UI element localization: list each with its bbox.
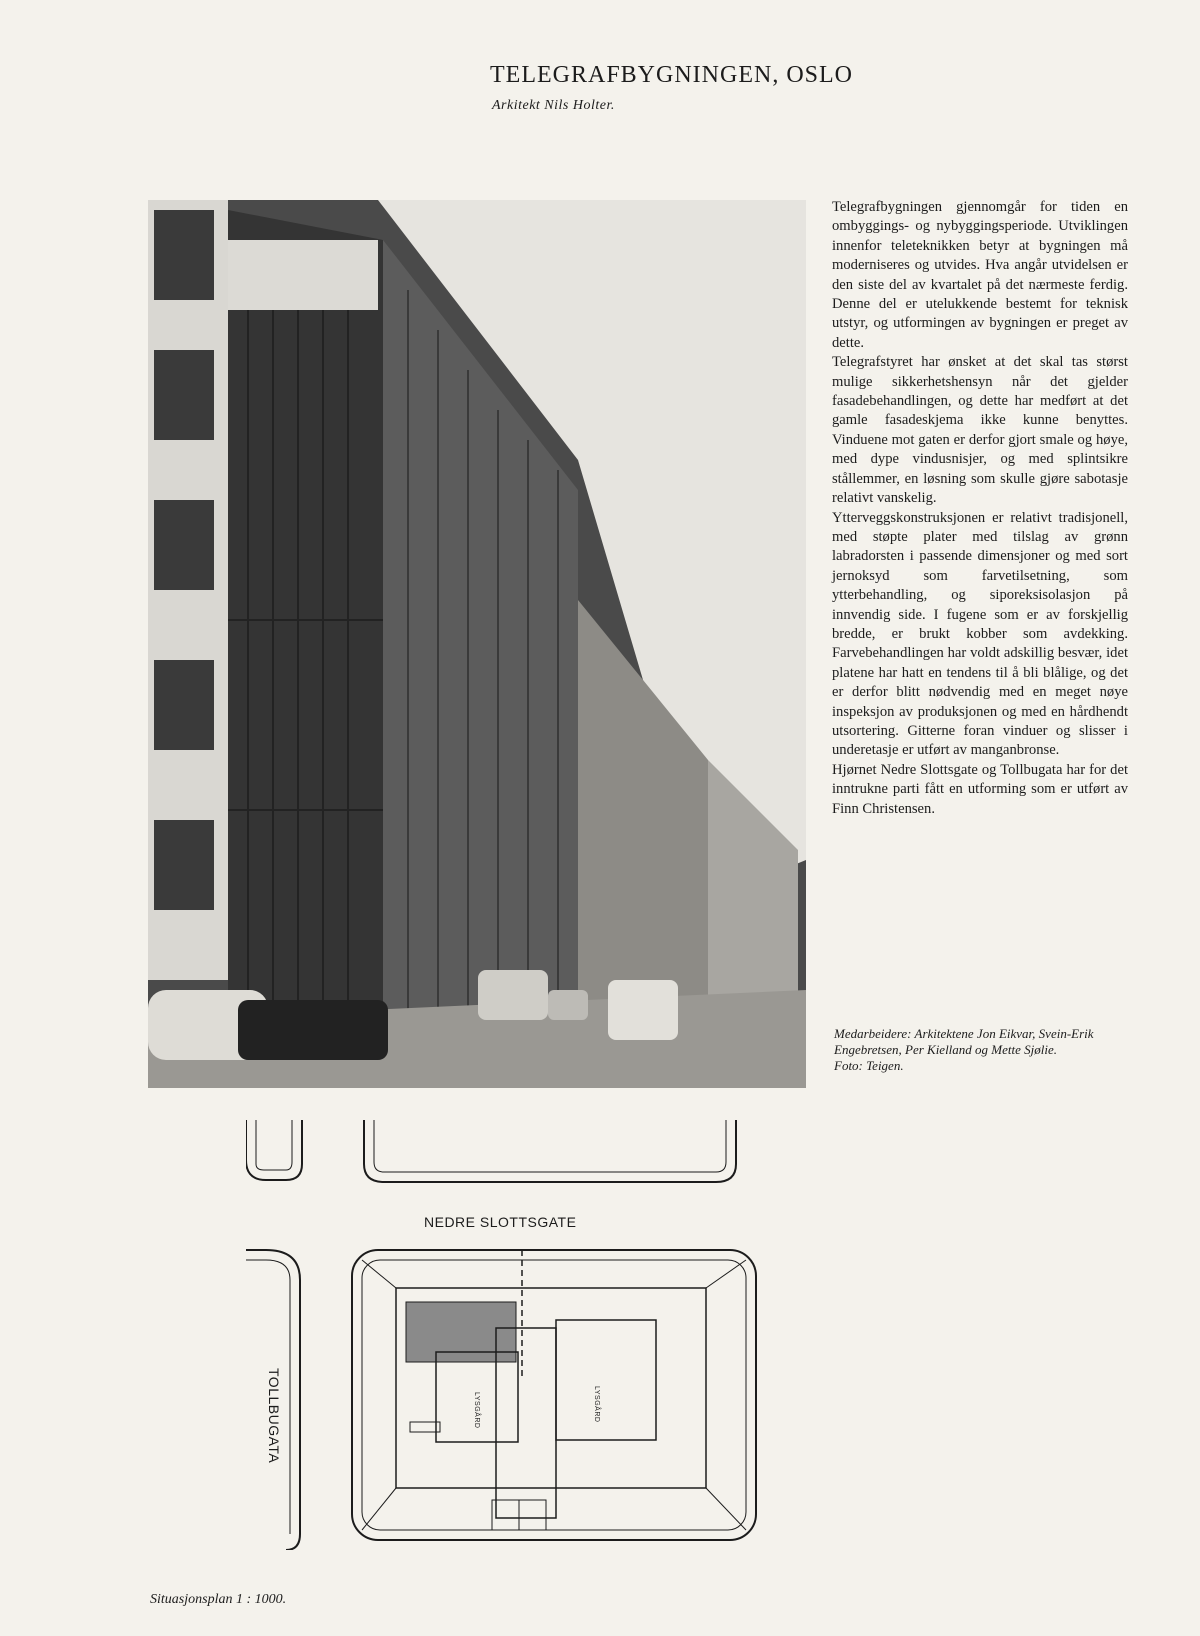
street-label-nedre-slottsgate: NEDRE SLOTTSGATE <box>424 1214 577 1230</box>
building-photo <box>148 200 806 1088</box>
collaborators-credit: Medarbeidere: Arkitektene Jon Eikvar, Svein-Erik Engebretsen, Per Kielland og Mette Sjølie. <box>834 1026 1094 1057</box>
architect-credit: Arkitekt Nils Holter. <box>492 98 615 113</box>
article-title: TELEGRAFBYGNINGEN, OSLO <box>490 62 853 88</box>
courtyard-label: LYSGÅRD <box>593 1386 600 1423</box>
paragraph: Ytterveggskonstruksjonen er relativt tradisjonell, med støpte plater med tilslag av grønn labradorsten i passende dimensjoner og med sort jernoksyd som farvetilsetning, som ytterbehandling, og siporeksisolasjon på innvendig side. I fugene som er av forskjellig bredde, er brukt kobber som avdekking. Farvebehandlingen har voldt adskillig besvær, idet platene har hatt en tendens til å bli blålige, og det er derfor blitt nødvendig med en meget nøye inspeksjon av produksjonen og med en hårdhendt utsortering. Gitterne foran vinduer og slisser i underetasje er utført av manganbronse. <box>832 509 1128 759</box>
courtyard-label: LYSGÅRD <box>473 1392 480 1429</box>
site-plan <box>246 1120 766 1550</box>
photo-credit: Foto: Teigen. <box>834 1058 904 1073</box>
article-body <box>832 198 1128 819</box>
paragraph: Telegrafbygningen gjennomgår for tiden en ombyggings- og nybyggingsperiode. Utviklingen innenfor teleteknikken betyr at bygningen må moderniseres og utvides. Hva angår utvidelsen er den siste del av kvartalet på det nærmeste ferdig. Denne del er utelukkende bestemt for teknisk utstyr, og utformingen av bygningen er preget av dette. <box>832 199 1128 351</box>
paragraph: Telegrafstyret har ønsket at det skal tas størst mulige sikkerhetshensyn når det gjelder fasadebehandlingen, og dette har medført at det gamle fasadeskjema ikke kunne benyttes. Vinduene mot gaten er derfor gjort smale og høye, med dype vindusnisjer, og med splintsikre stållemmer, en løsning som skulle gjøre sabotasje relativt vanskelig. <box>832 354 1128 507</box>
plan-caption: Situasjonsplan 1 : 1000. <box>150 1592 287 1607</box>
credits <box>834 1026 1130 1074</box>
street-label-tollbugata: TOLLBUGATA <box>266 1368 282 1464</box>
paragraph: Hjørnet Nedre Slottsgate og Tollbugata har for det inntrukne parti fått en utforming som er utført av Finn Christensen. <box>832 761 1128 817</box>
